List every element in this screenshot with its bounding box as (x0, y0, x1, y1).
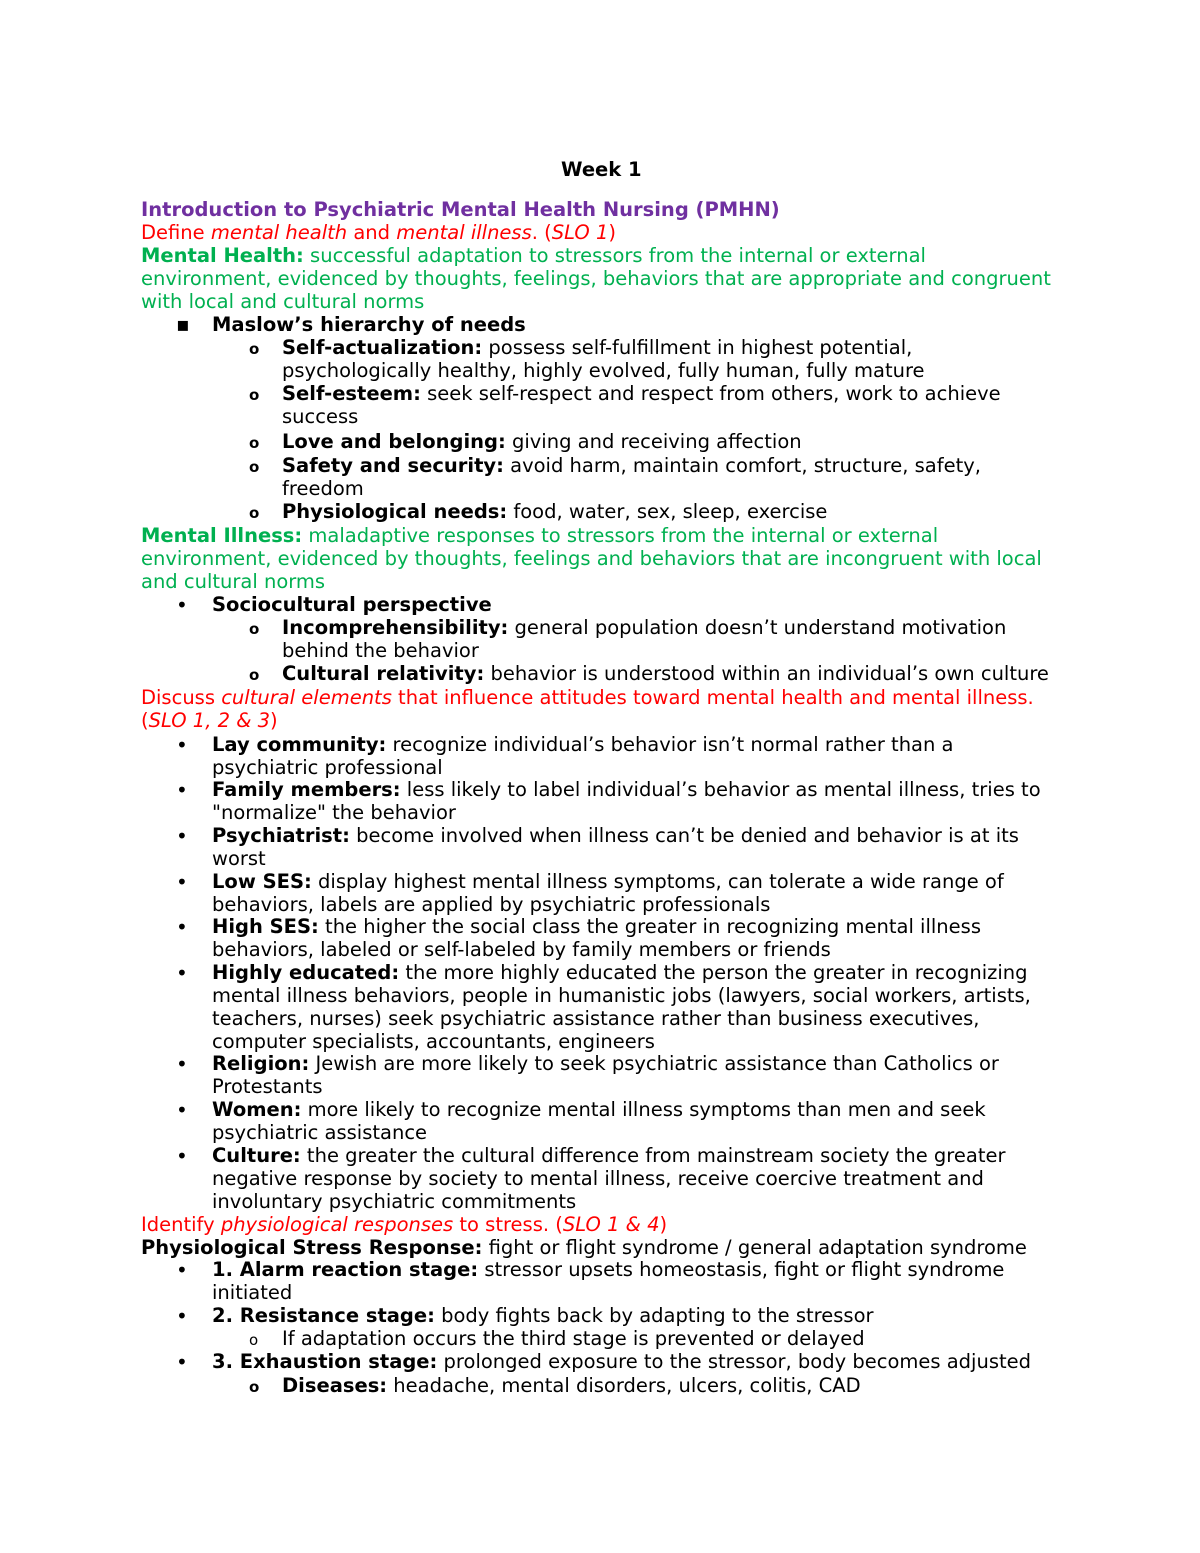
definition-line: environment, evidenced by thoughts, feelings and behaviors that are incongruent with local (141, 547, 1042, 570)
sub-list-item: Safety and security: avoid harm, maintain comfort, structure, safety, (282, 454, 981, 477)
sub-list-item: Physiological needs: food, water, sex, sleep, exercise (282, 500, 828, 523)
circle-bullet-icon: o (249, 458, 260, 476)
sub-list-item: Love and belonging: giving and receiving affection (282, 430, 802, 453)
section-heading: Introduction to Psychiatric Mental Health Nursing (PMHN) (141, 198, 780, 221)
list-item: Women: more likely to recognize mental illness symptoms than men and seek (212, 1098, 986, 1121)
objective-line: Discuss cultural elements that influence attitudes toward mental health and mental illness. (141, 686, 1034, 709)
circle-bullet-icon: o (249, 386, 260, 404)
bullet-icon: • (176, 733, 188, 757)
sub-list-item: Self-actualization: possess self-fulfillment in highest potential, (282, 336, 913, 359)
bullet-icon: • (176, 915, 188, 939)
list-item: involuntary psychiatric commitments (212, 1190, 577, 1213)
stress-response-line: Physiological Stress Response: fight or flight syndrome / general adaptation syndrome (141, 1236, 1027, 1259)
circle-bullet-icon: o (249, 1331, 259, 1349)
list-item: "normalize" the behavior (212, 801, 456, 824)
bullet-icon: • (176, 961, 188, 985)
sub-list-item: psychologically healthy, highly evolved, fully human, fully mature (282, 359, 925, 382)
bullet-icon: • (176, 1258, 188, 1282)
sub-list-item: success (282, 405, 359, 428)
sub-list-item: Diseases: headache, mental disorders, ulcers, colitis, CAD (282, 1374, 861, 1397)
list-item: Protestants (212, 1075, 323, 1098)
circle-bullet-icon: o (249, 434, 260, 452)
definition-line: Mental Illness: maladaptive responses to stressors from the internal or external (141, 524, 939, 547)
list-item: behaviors, labels are applied by psychiatric professionals (212, 893, 771, 916)
circle-bullet-icon: o (249, 1378, 260, 1396)
bullet-icon: • (176, 778, 188, 802)
definition-line: environment, evidenced by thoughts, feelings, behaviors that are appropriate and congruent (141, 267, 1051, 290)
sub-list-item: Self-esteem: seek self-respect and respect from others, work to achieve (282, 382, 1001, 405)
sub-list-item: Cultural relativity: behavior is understood within an individual’s own culture (282, 662, 1049, 685)
definition-line: with local and cultural norms (141, 290, 425, 313)
list-item: mental illness behaviors, people in humanistic jobs (lawyers, social workers, artists, (212, 984, 1031, 1007)
list-item: worst (212, 847, 266, 870)
circle-bullet-icon: o (249, 340, 260, 358)
objective-line: Identify physiological responses to stress. (SLO 1 & 4) (141, 1213, 668, 1236)
bullet-icon: • (176, 1304, 188, 1328)
list-item: Highly educated: the more highly educated the person the greater in recognizing (212, 961, 1028, 984)
list-item: 1. Alarm reaction stage: stressor upsets homeostasis, fight or flight syndrome (212, 1258, 1005, 1281)
circle-bullet-icon: o (249, 620, 260, 638)
circle-bullet-icon: o (249, 504, 260, 522)
list-item: Psychiatrist: become involved when illness can’t be denied and behavior is at its (212, 824, 1019, 847)
definition-line: and cultural norms (141, 570, 326, 593)
list-item: Lay community: recognize individual’s behavior isn’t normal rather than a (212, 733, 954, 756)
bullet-icon: • (176, 1098, 188, 1122)
bullet-icon: • (176, 824, 188, 848)
bullet-icon: • (176, 1052, 188, 1076)
page-title: Week 1 (561, 158, 642, 181)
bullet-icon: • (176, 1350, 188, 1374)
objective-line: Define mental health and mental illness. (SLO 1) (141, 221, 616, 244)
sub-list-item: freedom (282, 477, 364, 500)
list-item: Religion: Jewish are more likely to seek psychiatric assistance than Catholics or (212, 1052, 999, 1075)
circle-bullet-icon: o (249, 666, 260, 684)
list-item: negative response by society to mental illness, receive coercive treatment and (212, 1167, 984, 1190)
list-item: computer specialists, accountants, engineers (212, 1030, 655, 1053)
definition-line: Mental Health: successful adaptation to stressors from the internal or external (141, 244, 926, 267)
list-item: psychiatric professional (212, 756, 443, 779)
bullet-icon: • (176, 1144, 188, 1168)
list-item: initiated (212, 1281, 293, 1304)
list-item: Culture: the greater the cultural difference from mainstream society the greater (212, 1144, 1006, 1167)
list-item: Low SES: display highest mental illness symptoms, can tolerate a wide range of (212, 870, 1004, 893)
list-item: Family members: less likely to label individual’s behavior as mental illness, tries to (212, 778, 1041, 801)
list-item: Sociocultural perspective (212, 593, 492, 616)
bullet-icon: • (176, 593, 188, 617)
objective-line: (SLO 1, 2 & 3) (141, 709, 278, 732)
sub-list-item: Incomprehensibility: general population doesn’t understand motivation (282, 616, 1007, 639)
list-item: psychiatric assistance (212, 1121, 428, 1144)
list-item: 2. Resistance stage: body fights back by adapting to the stressor (212, 1304, 874, 1327)
sub-list-item: If adaptation occurs the third stage is prevented or delayed (282, 1327, 865, 1350)
list-item: teachers, nurses) seek psychiatric assistance rather than business executives, (212, 1007, 980, 1030)
list-item: behaviors, labeled or self-labeled by family members or friends (212, 938, 831, 961)
bullet-icon: • (176, 870, 188, 894)
list-item: High SES: the higher the social class the greater in recognizing mental illness (212, 915, 981, 938)
sub-list-item: behind the behavior (282, 639, 479, 662)
list-item: Maslow’s hierarchy of needs (212, 313, 526, 336)
list-item: 3. Exhaustion stage: prolonged exposure to the stressor, body becomes adjusted (212, 1350, 1032, 1373)
square-bullet-icon: ▪ (176, 312, 190, 336)
